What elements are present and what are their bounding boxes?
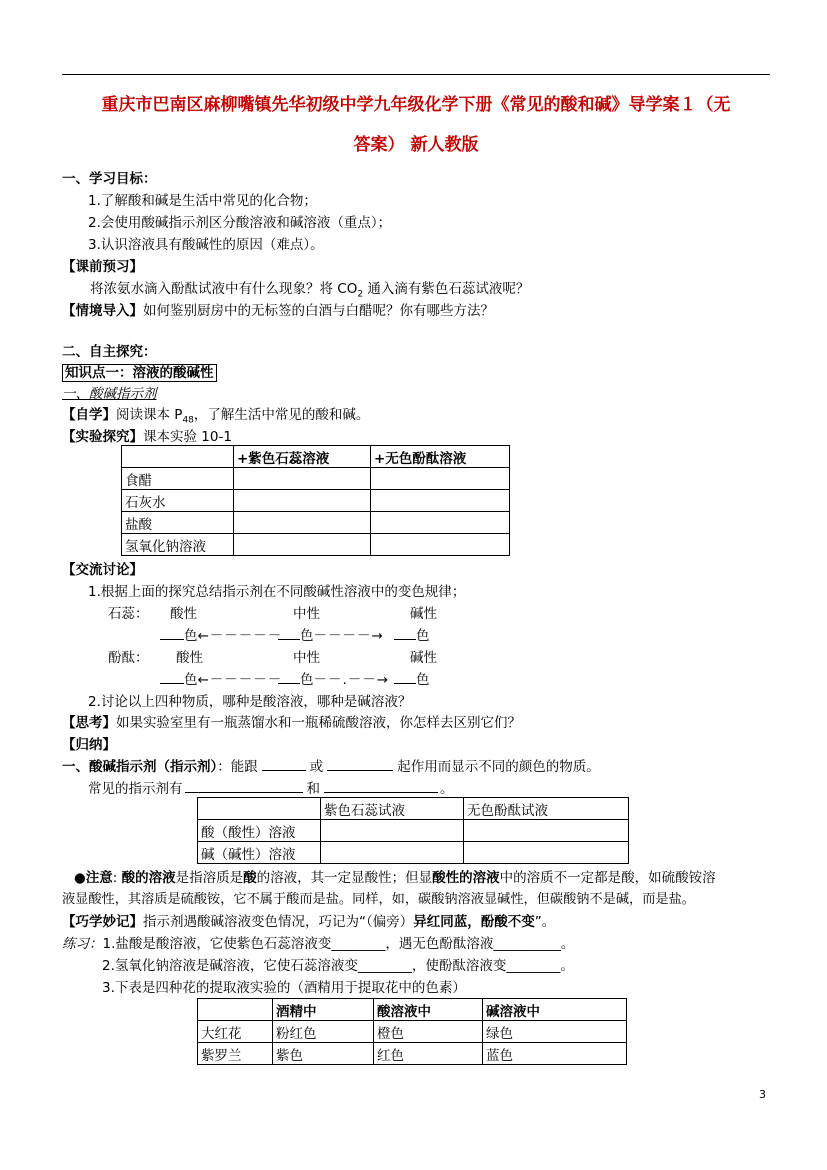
- table3-cell: 橙色: [374, 1021, 483, 1043]
- table2-cell[interactable]: [321, 820, 464, 842]
- table3-cell: 蓝色: [483, 1043, 627, 1065]
- discuss-q2: 2.讨论以上四种物质，哪种是酸溶液，哪种是碱溶液？: [88, 694, 412, 710]
- litmus-neutral: 中性: [293, 606, 320, 622]
- table2-header-litmus: 紫色石蕊试液: [321, 798, 464, 820]
- litmus-acidic: 酸性: [170, 606, 197, 622]
- note-line-2: 液显酸性，其溶质是硫酸铵，它不属于酸而是盐。同样，如，碳酸钠溶液显碱性，但碳酸钠不是碱，而是盐。: [62, 892, 695, 907]
- note-line-1: ●注意: 酸的溶液是指溶质是酸的溶液，其一定显酸性；但显酸性的溶液中的溶质不一定都是酸，如硫酸铵溶: [74, 870, 716, 886]
- table1-row-label: 食醋: [122, 468, 234, 490]
- phenol-basic-color: 色: [394, 668, 430, 688]
- section2-heading: 二、自主探究：: [62, 344, 157, 360]
- header-rule: [62, 74, 770, 75]
- table3-cell: 粉红色: [273, 1021, 374, 1043]
- litmus-basic: 碱性: [410, 606, 437, 622]
- section1-heading: 一、学习目标：: [62, 171, 157, 187]
- practice-q3: 3.下表是四种花的提取液实验的（酒精用于提取花中的色素）: [102, 980, 466, 996]
- flower-table: [197, 998, 627, 1065]
- table1-cell[interactable]: [371, 490, 510, 512]
- table2-cell[interactable]: [464, 842, 629, 864]
- subsection-indicator: 一、酸碱指示剂: [62, 386, 157, 402]
- table1-cell[interactable]: [234, 490, 371, 512]
- table1-row-label: 盐酸: [122, 512, 234, 534]
- phenol-neutral-color: 色－－.－－→: [278, 668, 389, 688]
- phenol-basic: 碱性: [410, 650, 437, 666]
- table1-cell[interactable]: [371, 534, 510, 556]
- table3-cell: 红色: [374, 1043, 483, 1065]
- table2-row-label: 碱（碱性）溶液: [198, 842, 321, 864]
- table1-row-label: 石灰水: [122, 490, 234, 512]
- knowledge-point-1: 知识点一：溶液的酸碱性: [62, 361, 217, 381]
- table2-cell[interactable]: [464, 820, 629, 842]
- table3-header-empty: [198, 999, 273, 1021]
- table1-cell[interactable]: [234, 468, 371, 490]
- table1-cell[interactable]: [234, 512, 371, 534]
- discuss-q1: 1.根据上面的探究总结指示剂在不同酸碱性溶液中的变色规律；: [88, 584, 466, 600]
- litmus-basic-color: 色: [394, 624, 430, 644]
- practice-q1: 练习：1.盐酸是酸溶液，它使紫色石蕊溶液变________，遇无色酚酞溶液__________。: [62, 936, 575, 952]
- table3-header-base: 碱溶液中: [483, 999, 627, 1021]
- goal-item-3: 3.认识溶液具有酸碱性的原因（难点）。: [88, 237, 324, 253]
- table3-cell: 紫罗兰: [198, 1043, 273, 1065]
- table3-header-acid: 酸溶液中: [374, 999, 483, 1021]
- phenol-neutral: 中性: [293, 650, 320, 666]
- discuss-label: 【交流讨论】: [62, 562, 143, 578]
- memory-line: 【巧学妙记】指示剂遇酸碱溶液变色情况，巧记为“（偏旁）异红同蓝，酚酸不变”。: [62, 914, 556, 930]
- table1-cell[interactable]: [371, 512, 510, 534]
- litmus-neutral-color: 色－－－－→: [278, 624, 384, 644]
- table1-header-phenol: +无色酚酞溶液: [371, 446, 510, 468]
- table3-cell: 大红花: [198, 1021, 273, 1043]
- summary-label: 【归纳】: [62, 737, 116, 753]
- common-indicators: 常见的指示剂有 和 。: [88, 777, 454, 797]
- table1-cell[interactable]: [234, 534, 371, 556]
- document-title-line2: 答案） 新人教版: [353, 135, 479, 155]
- table3-cell: 紫色: [273, 1043, 374, 1065]
- goal-item-2: 2.会使用酸碱指示剂区分酸溶液和碱溶液（重点）；: [88, 215, 392, 231]
- phenol-label: 酚酞：: [108, 650, 149, 666]
- litmus-label: 石蕊：: [108, 606, 149, 622]
- table2-header-phenol: 无色酚酞试液: [464, 798, 629, 820]
- table1-header-litmus: +紫色石蕊溶液: [234, 446, 371, 468]
- intro-line: 【情境导入】如何鉴别厨房中的无标签的白酒与白醋呢？你有哪些方法？: [62, 303, 494, 319]
- preview-label: 【课前预习】: [62, 259, 143, 275]
- indicator-table: [197, 797, 629, 864]
- phenol-acidic: 酸性: [176, 650, 203, 666]
- think-line: 【思考】如果实验室里有一瓶蒸馏水和一瓶稀硫酸溶液，你怎样去区别它们？: [62, 715, 521, 731]
- table2-cell[interactable]: [321, 842, 464, 864]
- practice-q2: 2.氢氧化钠溶液是碱溶液，它使石蕊溶液变________，使酚酞溶液变________。: [102, 958, 574, 974]
- table3-cell: 绿色: [483, 1021, 627, 1043]
- experiment-line: 【实验探究】课本实验 10-1: [62, 429, 232, 445]
- table2-header-empty: [198, 798, 321, 820]
- selfstudy-line: 【自学】阅读课本 $P_{48}$，了解生活中常见的酸和碱。: [62, 407, 370, 426]
- experiment-table: [121, 445, 510, 556]
- table1-header-empty: [122, 446, 234, 468]
- bullet-icon: ●: [74, 870, 86, 886]
- phenol-acid-color: 色←－－－－－: [160, 668, 282, 688]
- page-number: 3: [759, 1088, 766, 1101]
- document-title-line1: 重庆市巴南区麻柳嘴镇先华初级中学九年级化学下册《常见的酸和碱》导学案１（无: [101, 95, 731, 115]
- indicator-definition: 一、酸碱指示剂（指示剂）：能跟 或 起作用而显示不同的颜色的物质。: [62, 755, 600, 775]
- table1-cell[interactable]: [371, 468, 510, 490]
- litmus-acid-color: 色←－－－－－: [160, 624, 282, 644]
- table1-row-label: 氢氧化钠溶液: [122, 534, 234, 556]
- preview-text: 将浓氨水滴入酚酞试液中有什么现象？将 $CO_2$ 通入滴有紫色石蕊试液呢？: [90, 281, 530, 300]
- table2-row-label: 酸（酸性）溶液: [198, 820, 321, 842]
- table3-header-alcohol: 酒精中: [273, 999, 374, 1021]
- goal-item-1: 1.了解酸和碱是生活中常见的化合物；: [88, 193, 317, 209]
